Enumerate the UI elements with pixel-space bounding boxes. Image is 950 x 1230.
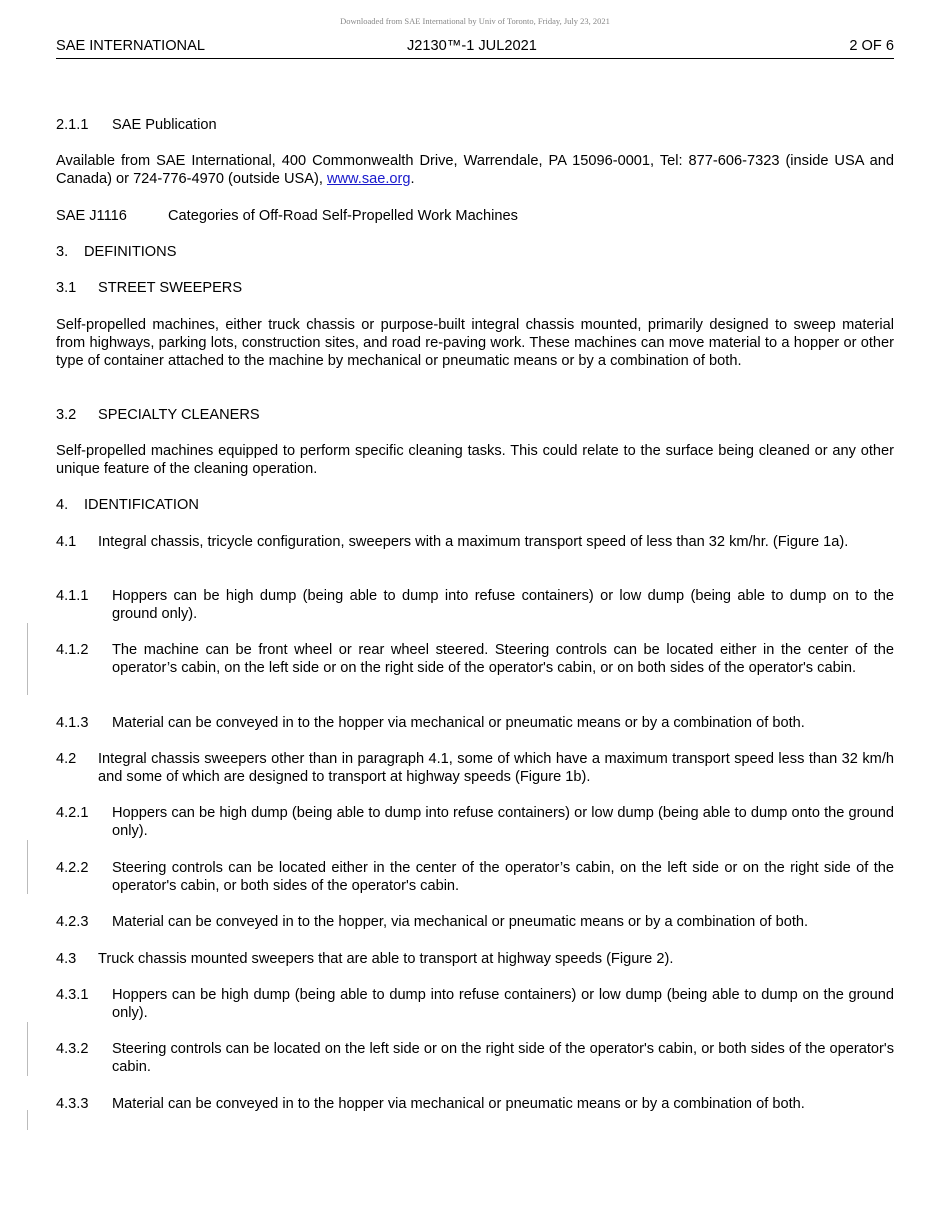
clause-number: 4.2.2 bbox=[56, 860, 89, 876]
clause-number: 4.1 bbox=[56, 534, 77, 550]
page-header bbox=[56, 38, 894, 59]
clause-number: 4.3.2 bbox=[56, 1041, 89, 1057]
clause-text: Material can be conveyed in to the hopper via mechanical or pneumatic means or by a combination of both. bbox=[112, 715, 805, 731]
clause-4-2 bbox=[56, 750, 894, 786]
clause-4-3 bbox=[56, 950, 894, 968]
reference-j1116 bbox=[56, 207, 894, 225]
clause-number: 4.1.2 bbox=[56, 642, 89, 658]
reference-title: Categories of Off-Road Self-Propelled Work Machines bbox=[168, 208, 518, 224]
clause-text: Hoppers can be high dump (being able to dump into refuse containers) or low dump (being able to dump on the ground only). bbox=[112, 987, 894, 1021]
section-number: 3.1 bbox=[56, 280, 77, 296]
section-heading-3-1 bbox=[56, 279, 894, 297]
section-title: IDENTIFICATION bbox=[84, 497, 199, 513]
clause-4-1-2 bbox=[56, 641, 894, 677]
clause-text: Truck chassis mounted sweepers that are able to transport at highway speeds (Figure 2). bbox=[98, 951, 674, 967]
clause-number: 4.2.3 bbox=[56, 914, 89, 930]
clause-number: 4.1.1 bbox=[56, 588, 89, 604]
change-bar bbox=[27, 623, 28, 695]
clause-number: 4.2 bbox=[56, 751, 77, 767]
header-doc-id: J2130™-1 JUL2021 bbox=[407, 38, 537, 54]
clause-4-1-1 bbox=[56, 587, 894, 623]
section-heading-2-1-1 bbox=[56, 116, 894, 134]
section-number: 3. bbox=[56, 244, 69, 260]
section-heading-3-2 bbox=[56, 406, 894, 424]
definition-street-sweepers: Self-propelled machines, either truck chassis or purpose-built integral chassis mounted, primarily designed to sweep material from highways, parking lots, construction sites, and road re-paving work. These machines can move material to a hopper or other type of container attached to the machine by mechanical or pneumatic means or by a combination of both. bbox=[56, 317, 894, 369]
clause-4-3-3 bbox=[56, 1095, 894, 1113]
section-number: 3.2 bbox=[56, 407, 77, 423]
clause-4-3-2 bbox=[56, 1040, 894, 1076]
clause-4-2-3 bbox=[56, 913, 894, 931]
change-bar bbox=[27, 1022, 28, 1076]
section-number: 2.1.1 bbox=[56, 117, 89, 133]
section-title: SPECIALTY CLEANERS bbox=[98, 407, 260, 423]
clause-text: Integral chassis, tricycle configuration, sweepers with a maximum transport speed of less than 32 km/hr. (Figure 1a). bbox=[98, 534, 849, 550]
section-title: SAE Publication bbox=[112, 117, 217, 133]
clause-text: Material can be conveyed in to the hopper via mechanical or pneumatic means or by a combination of both. bbox=[112, 1096, 805, 1112]
clause-text: Integral chassis sweepers other than in paragraph 4.1, some of which have a maximum transport speed less than 32 km/h and some of which are designed to transport at highway speeds (Figure 1b). bbox=[98, 751, 894, 785]
clause-4-2-2 bbox=[56, 859, 894, 895]
clause-number: 4.1.3 bbox=[56, 715, 89, 731]
clause-4-1-3 bbox=[56, 714, 894, 732]
sae-website-link[interactable]: www.sae.org bbox=[326, 171, 411, 187]
clause-number: 4.2.1 bbox=[56, 805, 89, 821]
change-bar bbox=[27, 1110, 28, 1130]
clause-text: Steering controls can be located either in the center of the operator’s cabin, on the left side or on the right side of the operator's cabin, or both sides of the operator's cabin. bbox=[112, 860, 894, 894]
definition-specialty-cleaners: Self-propelled machines equipped to perform specific cleaning tasks. This could relate to the surface being cleaned or any other unique feature of the cleaning operation. bbox=[56, 443, 894, 477]
section-title: STREET SWEEPERS bbox=[98, 280, 243, 296]
reference-code: SAE J1116 bbox=[56, 208, 127, 224]
header-org: SAE INTERNATIONAL bbox=[56, 38, 205, 54]
header-page-number: 2 OF 6 bbox=[849, 38, 894, 54]
clause-number: 4.3.1 bbox=[56, 987, 89, 1003]
section-heading-4 bbox=[56, 496, 894, 514]
clause-text: Hoppers can be high dump (being able to dump into refuse containers) or low dump (being able to dump onto the ground only). bbox=[112, 805, 894, 839]
section-number: 4. bbox=[56, 497, 69, 513]
change-bar bbox=[27, 840, 28, 894]
section-title: DEFINITIONS bbox=[84, 244, 177, 260]
availability-paragraph bbox=[56, 152, 894, 188]
clause-text: Steering controls can be located on the left side or on the right side of the operator's cabin, or both sides of the operator's cabin. bbox=[112, 1041, 894, 1075]
availability-end: . bbox=[410, 171, 415, 187]
clause-4-2-1 bbox=[56, 804, 894, 840]
clause-text: Material can be conveyed in to the hopper, via mechanical or pneumatic means or by a combination of both. bbox=[112, 914, 809, 930]
clause-4-1 bbox=[56, 533, 894, 551]
download-watermark: Downloaded from SAE International by Univ of Toronto, Friday, July 23, 2021 bbox=[340, 16, 610, 26]
clause-text: Hoppers can be high dump (being able to dump into refuse containers) or low dump (being able to dump on to the ground only). bbox=[112, 588, 894, 622]
section-heading-3 bbox=[56, 243, 894, 261]
clause-number: 4.3 bbox=[56, 951, 77, 967]
clause-text: The machine can be front wheel or rear wheel steered. Steering controls can be located either in the center of the operator’s cabin, on the left side or on the right side of the operator's cabin, or on both sides of the operator's cabin. bbox=[112, 642, 894, 676]
clause-4-3-1 bbox=[56, 986, 894, 1022]
clause-number: 4.3.3 bbox=[56, 1096, 89, 1112]
availability-text: Available from SAE International, 400 Commonwealth Drive, Warrendale, PA 15096-0001, Tel: 877-606-7323 (inside USA and Canada) or 724-776-4970 (outside USA), bbox=[56, 153, 894, 187]
